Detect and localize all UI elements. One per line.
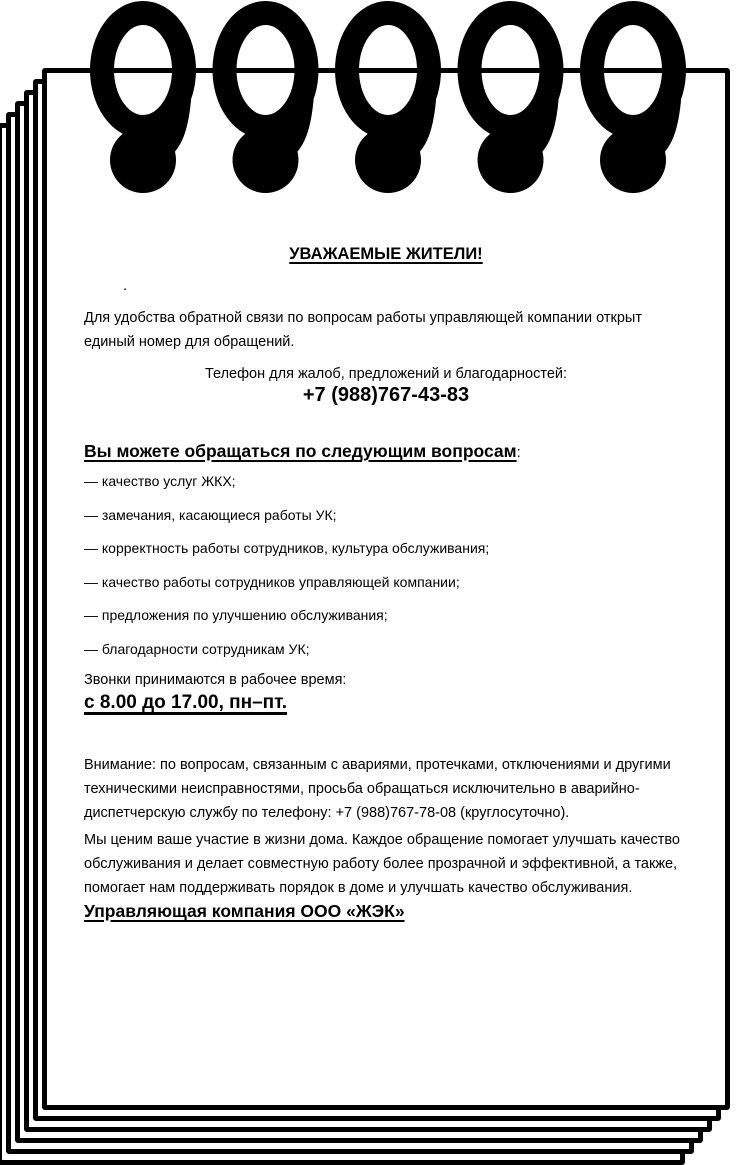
phone-caption: Телефон для жалоб, предложений и благодарностей: xyxy=(204,366,568,382)
spiral-ring-icon xyxy=(347,13,429,193)
spiral-ring-icon xyxy=(592,13,674,193)
topic-item: — предложения по улучшению обслуживания; xyxy=(84,607,388,623)
topics-heading xyxy=(84,440,688,464)
spiral-binding xyxy=(0,0,736,200)
topic-item: — корректность работы сотрудников, культура обслуживания; xyxy=(84,540,490,556)
working-hours: с 8.00 до 17.00, пн–пт. xyxy=(84,692,288,713)
spiral-ring-icon xyxy=(470,13,552,193)
attention-paragraph: Внимание: по вопросам, связанным с авариями, протечками, отключениями и другими техническими неисправностями, просьба обращаться исключительно в аварийно-диспетчерскую службу по телефону: +7 (988)767-78-08 (круглосуточно). xyxy=(84,757,671,821)
intro-paragraph: Для удобства обратной связи по вопросам работы управляющей компании открыт единый номер для обращений. xyxy=(84,310,642,350)
stray-period: . xyxy=(123,277,128,294)
topic-item: — качество работы сотрудников управляющей компании; xyxy=(84,573,460,590)
company-signature: Управляющая компания ООО «ЖЭК» xyxy=(84,901,405,921)
topics-heading-colon: : xyxy=(516,445,521,461)
hours-caption: Звонки принимаются в рабочее время: xyxy=(84,672,347,688)
topic-item: — благодарности сотрудникам УК; xyxy=(84,640,310,657)
notepad-page xyxy=(42,68,730,1110)
topics-list xyxy=(84,471,688,672)
spiral-ring-icon xyxy=(102,13,184,193)
phone-number: +7 (988)767-43-83 xyxy=(302,384,470,406)
topic-item: — замечания, касающиеся работы УК; xyxy=(84,506,337,523)
notice-title: УВАЖАЕМЫЕ ЖИТЕЛИ! xyxy=(289,245,483,263)
closing-paragraph: Мы ценим ваше участие в жизни дома. Каждое обращение помогает улучшать качество обслуживания и делает совместную работу более прозрачной и эффективной, а также, помогает нам поддерживать порядок в доме и улучшать качество обслуживания. xyxy=(84,832,680,896)
topics-heading-text: Вы можете обращаться по следующим вопросам xyxy=(84,441,517,461)
spiral-ring-icon xyxy=(225,13,307,193)
topic-item: — качество услуг ЖКХ; xyxy=(84,473,236,489)
